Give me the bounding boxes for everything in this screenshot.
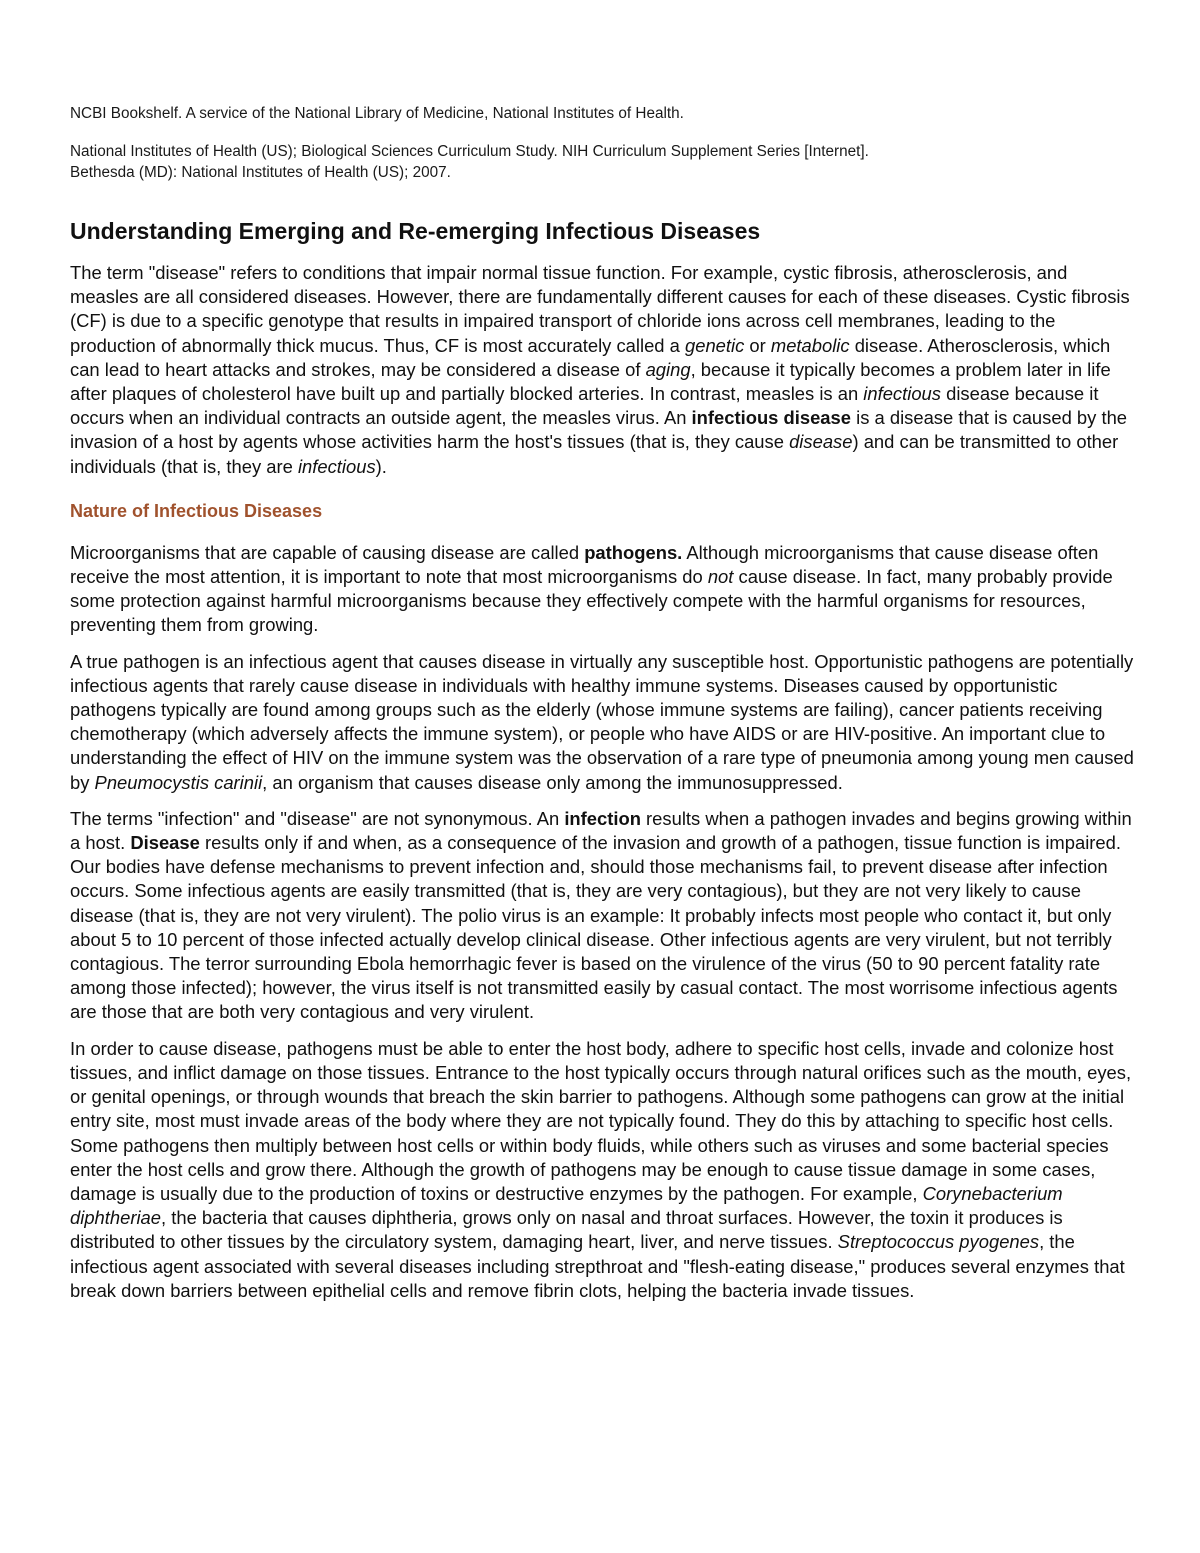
- citation-line-2: Bethesda (MD): National Institutes of Health (US); 2007.: [70, 164, 451, 181]
- term-infection: infection: [564, 807, 641, 829]
- term-pathogens: pathogens.: [584, 541, 683, 563]
- paragraph-text: , an organism that causes disease only among the immunosuppressed.: [262, 771, 843, 793]
- term-pneumocystis: Pneumocystis carinii: [94, 771, 263, 793]
- intro-paragraph: [70, 261, 1135, 479]
- intro-text: ).: [375, 455, 387, 477]
- intro-text: or: [744, 334, 771, 356]
- intro-text: disease. Atherosclerosis, which can lead to heart attacks and strokes, may be considered a disease of: [70, 334, 1111, 380]
- paragraph-text: The terms "infection" and "disease" are not synonymous. An: [70, 807, 565, 829]
- paragraph-text: results only if and when, as a consequence of the invasion and growth of a pathogen, tissue function is impaired. Our bodies have defense mechanisms to prevent infection and, should those mechanisms fail, to prevent disease after infection occurs. Some infectious agents are easily transmitted (that is, they are very contagious), but they are not very likely to cause disease (that is, they are not very virulent). The polio virus is an example: It probably infects most people who contact it, but only about 5 to 10 percent of those infected actually develop clinical disease. Other infectious agents are very virulent, but not terribly contagious. The terror surrounding Ebola hemorrhagic fever is based on the virulence of the virus (50 to 90 percent fatality rate among those infected); however, the virus itself is not transmitted easily by casual contact. The most worrisome infectious agents are those that are both very contagious and very virulent.: [70, 832, 1121, 1023]
- paragraph-text: , the bacteria that causes diphtheria, grows only on nasal and throat surfaces. However, the toxin it produces is distributed to other tissues by the circulatory system, damaging heart, liver, and nerve tissues.: [70, 1207, 1063, 1253]
- paragraph-text: results when a pathogen invades and begins growing within a host.: [70, 807, 1132, 854]
- term-disease: disease: [789, 431, 853, 453]
- intro-text: The term "disease" refers to conditions that impair normal tissue function. For example, cystic fibrosis, atherosclerosis, and measles are all considered diseases. However, there are fundamentally different causes for each of these diseases. Cystic fibrosis (CF) is due to a specific genotype that results in impaired transport of chloride ions across cell membranes, leading to the production of abnormally thick mucus. Thus, CF is most accurately called a: [70, 262, 1130, 356]
- page-title: Understanding Emerging and Re-emerging Infectious Diseases: [70, 218, 761, 244]
- paragraph-text: A true pathogen is an infectious agent that causes disease in virtually any susceptible host. Opportunistic pathogens are potentially infectious agents that rarely cause disease in individuals with healthy immune systems. Diseases caused by opportunistic pathogens typically are found among groups such as the elderly (whose immune systems are failing), cancer patients receiving chemotherapy (which adversely affects the immune system), or people who have AIDS or are HIV-positive. An important clue to understanding the effect of HIV on the immune system was the observation of a rare type of pneumonia among young men caused by: [70, 650, 1134, 793]
- intro-text: , because it typically becomes a problem later in life after plaques of cholesterol have built up and partially blocked arteries. In contrast, measles is an: [70, 358, 1111, 405]
- paragraph-text: , the infectious agent associated with several diseases including strepthroat and "flesh-eating disease," produces several enzymes that break down barriers between epithelial cells and remove fibrin clots, helping the bacteria invade tissues.: [70, 1231, 1125, 1301]
- section-heading: Nature of Infectious Diseases: [70, 500, 323, 521]
- intro-text: disease because it occurs when an individual contracts an outside agent, the measles virus. An: [70, 383, 1099, 429]
- term-infectious-2: infectious: [297, 455, 376, 477]
- term-streptococcus: Streptococcus pyogenes: [837, 1231, 1040, 1253]
- paragraph-mechanisms: [70, 1037, 1135, 1303]
- term-genetic: genetic: [684, 334, 745, 356]
- bookshelf-header: NCBI Bookshelf. A service of the National Library of Medicine, National Institutes of Health.: [70, 105, 684, 122]
- term-aging: aging: [645, 358, 691, 380]
- paragraph-text: cause disease. In fact, many probably provide some protection against harmful microorganisms because they effectively compete with the harmful organisms for resources, preventing them from growing.: [70, 566, 1113, 636]
- paragraph-text: In order to cause disease, pathogens must be able to enter the host body, adhere to specific host cells, invade and colonize host tissues, and inflict damage on those tissues. Entrance to the host typically occurs through natural orifices such as the mouth, eyes, or genital openings, or through wounds that breach the skin barrier to pathogens. Although some pathogens can grow at the initial entry site, most must invade areas of the body where they are not typically found. They do this by attaching to specific host cells. Some pathogens then multiply between host cells or within body fluids, while others such as viruses and some bacterial species enter the host cells and grow there. Although the growth of pathogens may be enough to cause tissue damage in some cases, damage is usually due to the production of toxins or destructive enzymes by the pathogen. For example,: [70, 1037, 1132, 1204]
- term-corynebacterium: Corynebacterium diphtheriae: [70, 1182, 1063, 1229]
- term-infectious: infectious: [863, 383, 941, 405]
- term-infectious-disease: infectious disease: [691, 407, 851, 429]
- paragraph-infection-vs-disease: [70, 807, 1135, 1025]
- intro-text: ) and can be transmitted to other individuals (that is, they are: [70, 431, 1119, 477]
- document-page: [70, 103, 1135, 1315]
- paragraph-text: Microorganisms that are capable of causing disease are called: [70, 541, 585, 563]
- term-metabolic: metabolic: [770, 334, 850, 356]
- citation-line-1: National Institutes of Health (US); Biological Sciences Curriculum Study. NIH Curriculum Supplement Series [Internet].: [70, 143, 869, 160]
- term-disease-bold: Disease: [130, 832, 200, 854]
- intro-text: is a disease that is caused by the invasion of a host by agents whose activities harm the host's tissues (that is, they cause: [70, 407, 1128, 453]
- paragraph-opportunistic: [70, 650, 1135, 795]
- term-not: not: [707, 566, 734, 588]
- citation: [70, 141, 1135, 183]
- paragraph-text: Although microorganisms that cause disease often receive the most attention, it is important to note that most microorganisms do: [70, 541, 1099, 588]
- paragraph-pathogens: [70, 541, 1135, 638]
